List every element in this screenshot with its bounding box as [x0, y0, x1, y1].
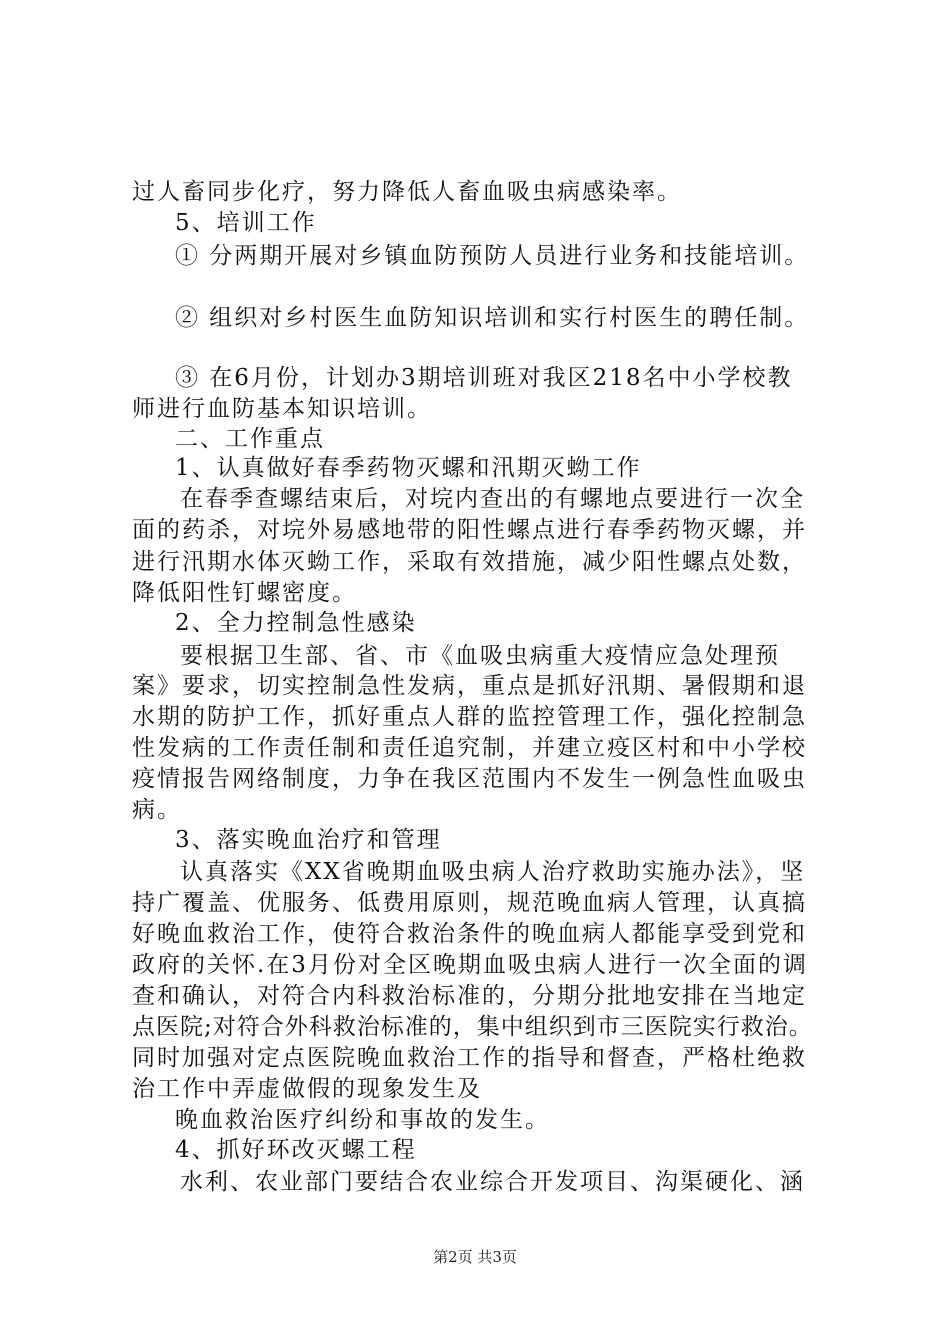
body-line-12: 降低阳性钉螺密度。	[132, 580, 357, 606]
body-line-29: 晚血救治医疗纠纷和事故的发生。	[175, 1107, 550, 1133]
subheading-3: 3、落实晚血治疗和管理	[175, 827, 442, 853]
body-line-19: 病。	[132, 797, 182, 823]
body-line-17: 性发病的工作责任制和责任追究制，并建立疫区村和中小学校	[132, 735, 807, 761]
body-line-5: ③ 在6月份，计划办3期培训班对我区218名中小学校教	[175, 365, 793, 391]
page-footer: 第2页 共3页	[433, 1248, 517, 1266]
body-line-6: 师进行血防基本知识培训。	[132, 396, 432, 422]
body-line-16: 水期的防护工作，抓好重点人群的监控管理工作，强化控制急	[132, 704, 807, 730]
section-heading-training: 5、培训工作	[175, 210, 317, 236]
body-line-31: 水利、农业部门要结合农业综合开发项目、沟渠硬化、涵	[180, 1169, 805, 1195]
body-line-22: 持广覆盖、优服务、低费用原则，规范晚血病人管理，认真搞	[132, 890, 807, 916]
body-line-15: 案》要求，切实控制急性发病，重点是抓好汛期、暑假期和退	[132, 673, 807, 699]
subheading-1: 1、认真做好春季药物灭螺和汛期灭蚴工作	[175, 455, 642, 481]
body-line-21: 认真落实《XX省晚期血吸虫病人治疗救助实施办法》，坚	[180, 859, 806, 885]
body-line-14: 要根据卫生部、省、市《血吸虫病重大疫情应急处理预	[180, 643, 780, 669]
body-line-24: 政府的关怀.在3月份对全区晚期血吸虫病人进行一次全面的调	[132, 952, 808, 978]
body-line-28: 治工作中弄虚做假的现象发生及	[132, 1076, 482, 1102]
body-line-4: ② 组织对乡村医生血防知识培训和实行村医生的聘任制。	[175, 305, 810, 331]
body-line-23: 好晚血救治工作，使符合救治条件的晚血病人都能享受到党和	[132, 921, 807, 947]
section-heading-key-work: 二、工作重点	[175, 426, 325, 452]
subheading-4: 4、抓好环改灭螺工程	[175, 1137, 417, 1163]
subheading-2: 2、全力控制急性感染	[175, 610, 417, 636]
body-line-26: 点医院;对符合外科救治标准的，集中组织到市三医院实行救治。	[132, 1014, 813, 1040]
body-line-25: 查和确认，对符合内科救治标准的，分期分批地安排在当地定	[132, 983, 807, 1009]
body-line-27: 同时加强对定点医院晚血救治工作的指导和督查，严格杜绝救	[132, 1045, 807, 1071]
body-line-18: 疫情报告网络制度，力争在我区范围内不发生一例急性血吸虫	[132, 766, 807, 792]
body-line-10: 面的药杀，对垸外易感地带的阳性螺点进行春季药物灭螺，并	[132, 517, 807, 543]
body-line-9: 在春季查螺结束后，对垸内查出的有螺地点要进行一次全	[180, 486, 805, 512]
body-line-3: ① 分两期开展对乡镇血防预防人员进行业务和技能培训。	[175, 243, 810, 269]
body-line-1: 过人畜同步化疗，努力降低人畜血吸虫病感染率。	[132, 179, 682, 205]
body-line-11: 进行汛期水体灭蚴工作，采取有效措施，减少阳性螺点处数，	[132, 549, 807, 575]
